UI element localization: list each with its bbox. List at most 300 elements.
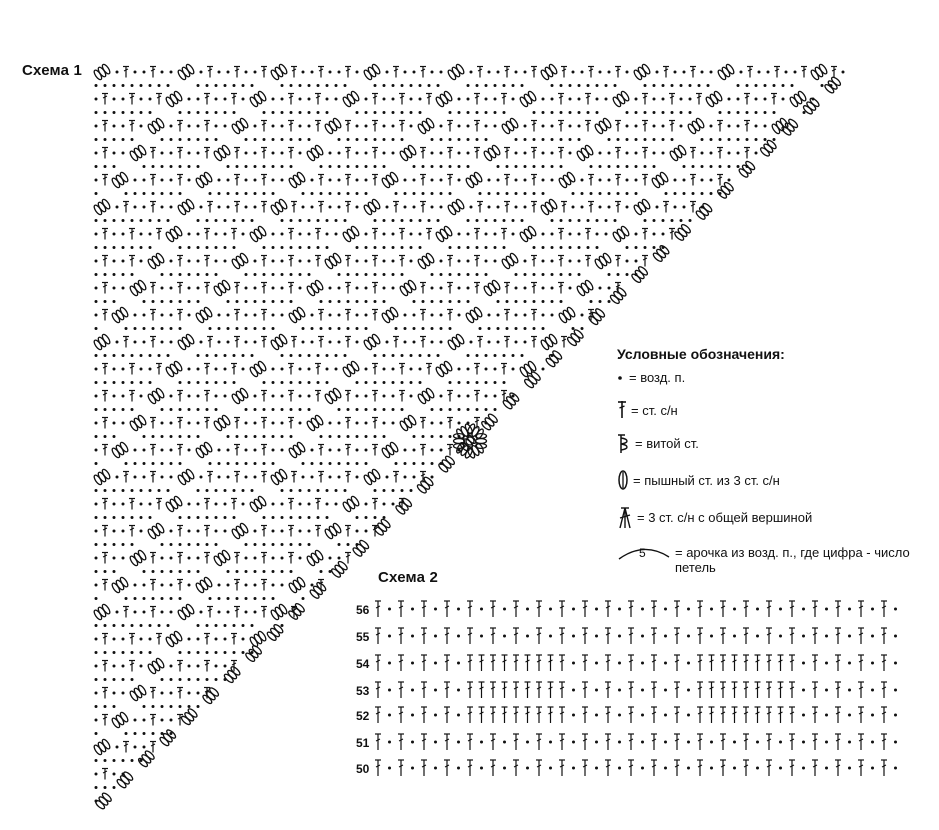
double-crochet-symbol xyxy=(628,760,634,776)
double-crochet-symbol xyxy=(835,601,841,617)
chain-stitch-dot xyxy=(641,714,644,717)
chain-stitch-dot xyxy=(388,608,391,611)
chain-stitch-dot xyxy=(641,608,644,611)
chain-stitch-dot xyxy=(664,741,667,744)
chain-stitch-dot xyxy=(848,767,851,770)
chain-stitch-dot xyxy=(411,689,414,692)
legend-item xyxy=(617,543,927,575)
double-crochet-symbol xyxy=(755,682,761,698)
double-crochet-symbol xyxy=(375,655,381,671)
double-crochet-symbol xyxy=(812,682,818,698)
double-crochet-symbol xyxy=(525,707,531,723)
double-crochet-symbol xyxy=(674,707,680,723)
double-crochet-symbol xyxy=(559,682,565,698)
chain-stitch-dot xyxy=(848,741,851,744)
schema2-row-number: 56 xyxy=(356,603,370,617)
double-crochet-symbol xyxy=(525,682,531,698)
double-crochet-symbol xyxy=(582,655,588,671)
chain-stitch-dot xyxy=(733,608,736,611)
chain-stitch-dot xyxy=(825,662,828,665)
double-crochet-symbol xyxy=(881,628,887,644)
double-crochet-symbol xyxy=(605,760,611,776)
chain-stitch-dot xyxy=(572,689,575,692)
chain-stitch-dot xyxy=(664,635,667,638)
double-crochet-symbol xyxy=(858,628,864,644)
double-crochet-symbol xyxy=(398,601,404,617)
chain-stitch-dot xyxy=(894,635,897,638)
double-crochet-symbol xyxy=(789,601,795,617)
double-crochet-symbol xyxy=(651,655,657,671)
chain-stitch-dot xyxy=(664,689,667,692)
double-crochet-symbol xyxy=(375,707,381,723)
chain-stitch-dot xyxy=(802,662,805,665)
chain-stitch-dot xyxy=(618,608,621,611)
chain-stitch-dot xyxy=(434,635,437,638)
chain-stitch-dot xyxy=(480,608,483,611)
chain-stitch-dot xyxy=(802,689,805,692)
double-crochet-symbol xyxy=(536,707,542,723)
double-crochet-symbol xyxy=(651,760,657,776)
double-crochet-symbol xyxy=(755,655,761,671)
double-crochet-symbol xyxy=(858,760,864,776)
chain-stitch-dot xyxy=(779,767,782,770)
double-crochet-symbol xyxy=(628,707,634,723)
double-crochet-symbol xyxy=(628,601,634,617)
chain-stitch-dot xyxy=(733,635,736,638)
chain-stitch-dot xyxy=(687,689,690,692)
double-crochet-symbol xyxy=(467,682,473,698)
chain-stitch-dot xyxy=(779,608,782,611)
chain-stitch-dot xyxy=(503,608,506,611)
chain-stitch-dot xyxy=(503,635,506,638)
chain-stitch-dot xyxy=(480,635,483,638)
double-crochet-symbol xyxy=(467,655,473,671)
double-crochet-symbol xyxy=(490,601,496,617)
chain-stitch-dot xyxy=(411,714,414,717)
double-crochet-symbol xyxy=(881,707,887,723)
double-crochet-symbol xyxy=(398,734,404,750)
double-crochet-symbol xyxy=(674,628,680,644)
chain-stitch-dot xyxy=(871,767,874,770)
double-crochet-symbol xyxy=(548,682,554,698)
chain-stitch-dot xyxy=(572,662,575,665)
chain-stitch-dot xyxy=(434,662,437,665)
double-crochet-symbol xyxy=(467,760,473,776)
double-crochet-symbol xyxy=(812,628,818,644)
double-crochet-symbol xyxy=(674,760,680,776)
chain-stitch-dot xyxy=(825,741,828,744)
chain-stitch-dot xyxy=(687,608,690,611)
double-crochet-symbol xyxy=(789,760,795,776)
double-crochet-symbol xyxy=(835,760,841,776)
double-crochet-symbol xyxy=(548,707,554,723)
double-crochet-symbol xyxy=(709,682,715,698)
double-crochet-symbol xyxy=(628,628,634,644)
chain-stitch-dot xyxy=(894,741,897,744)
double-crochet-symbol xyxy=(479,682,485,698)
double-crochet-symbol xyxy=(536,760,542,776)
double-crochet-symbol xyxy=(559,628,565,644)
chain-stitch-dot xyxy=(503,741,506,744)
double-crochet-symbol xyxy=(513,682,519,698)
chain-stitch-dot xyxy=(388,741,391,744)
double-crochet-symbol xyxy=(766,734,772,750)
legend-item xyxy=(617,469,927,494)
double-crochet-symbol xyxy=(525,655,531,671)
legend xyxy=(617,346,927,575)
chain-stitch-dot xyxy=(825,608,828,611)
double-crochet-symbol xyxy=(789,682,795,698)
chain-stitch-dot xyxy=(894,714,897,717)
schema2-row-number: 50 xyxy=(356,762,370,776)
double-crochet-symbol xyxy=(421,655,427,671)
legend-title: Условные обозначения: xyxy=(617,346,785,362)
chain-stitch-dot xyxy=(756,608,759,611)
chain-stitch-dot xyxy=(618,767,621,770)
chain-stitch-dot xyxy=(388,689,391,692)
schema2-row-number: 52 xyxy=(356,709,370,723)
chain-stitch-dot xyxy=(618,741,621,744)
chain-stitch-dot xyxy=(411,635,414,638)
chain-stitch-dot xyxy=(664,662,667,665)
double-crochet-symbol xyxy=(421,628,427,644)
chain-stitch-dot xyxy=(388,635,391,638)
chain-stitch-dot xyxy=(687,662,690,665)
double-crochet-symbol xyxy=(628,734,634,750)
double-crochet-symbol xyxy=(582,707,588,723)
chain-stitch-dot xyxy=(595,635,598,638)
double-crochet-symbol xyxy=(766,707,772,723)
double-crochet-symbol xyxy=(674,734,680,750)
double-crochet-symbol xyxy=(858,682,864,698)
double-crochet-symbol xyxy=(375,760,381,776)
double-crochet-symbol xyxy=(398,707,404,723)
double-crochet-symbol xyxy=(651,628,657,644)
double-crochet-symbol xyxy=(421,734,427,750)
double-crochet-symbol xyxy=(697,628,703,644)
double-crochet-symbol xyxy=(651,601,657,617)
double-crochet-symbol xyxy=(490,707,496,723)
double-crochet-symbol xyxy=(479,707,485,723)
double-crochet-symbol xyxy=(789,628,795,644)
chain-arch-count: 5 xyxy=(639,546,646,560)
double-crochet-symbol xyxy=(375,682,381,698)
puff-stitch-icon xyxy=(617,469,629,494)
double-crochet-symbol xyxy=(490,628,496,644)
schema2-row-number: 51 xyxy=(356,736,370,750)
double-crochet-symbol xyxy=(697,734,703,750)
chain-stitch-dot xyxy=(871,714,874,717)
chain-stitch-dot xyxy=(595,741,598,744)
chain-stitch-dot xyxy=(802,767,805,770)
chain-stitch-dot xyxy=(894,608,897,611)
double-crochet-symbol xyxy=(536,655,542,671)
double-crochet-symbol xyxy=(709,707,715,723)
double-crochet-symbol xyxy=(743,601,749,617)
double-crochet-symbol xyxy=(651,734,657,750)
double-crochet-symbol xyxy=(513,655,519,671)
double-crochet-symbol xyxy=(513,628,519,644)
chain-stitch-dot xyxy=(710,635,713,638)
chain-stitch-dot xyxy=(825,714,828,717)
chain-stitch-dot xyxy=(802,741,805,744)
double-crochet-symbol xyxy=(778,707,784,723)
double-crochet-symbol xyxy=(812,760,818,776)
double-crochet-symbol xyxy=(605,601,611,617)
double-crochet-symbol xyxy=(467,628,473,644)
double-crochet-symbol xyxy=(720,760,726,776)
chain-stitch-dot xyxy=(848,635,851,638)
double-crochet-symbol xyxy=(444,655,450,671)
double-crochet-symbol xyxy=(513,601,519,617)
chain-stitch-dot xyxy=(894,662,897,665)
double-crochet-symbol xyxy=(490,760,496,776)
double-crochet-symbol xyxy=(697,655,703,671)
double-crochet-symbol xyxy=(743,655,749,671)
double-crochet-symbol xyxy=(812,601,818,617)
chain-stitch-dot xyxy=(457,608,460,611)
double-crochet-symbol xyxy=(881,601,887,617)
double-crochet-symbol xyxy=(444,760,450,776)
chain-stitch-dot xyxy=(434,714,437,717)
chain-stitch-dot xyxy=(503,767,506,770)
chain-stitch-dot xyxy=(572,608,575,611)
double-crochet-symbol xyxy=(502,682,508,698)
double-crochet-symbol xyxy=(812,655,818,671)
chain-stitch-dot xyxy=(457,635,460,638)
double-crochet-symbol xyxy=(490,734,496,750)
double-crochet-symbol xyxy=(513,734,519,750)
double-crochet-symbol xyxy=(582,628,588,644)
double-crochet-symbol xyxy=(582,682,588,698)
double-crochet-symbol xyxy=(732,707,738,723)
double-crochet-symbol xyxy=(835,707,841,723)
double-crochet-symbol xyxy=(789,734,795,750)
chain-stitch-dot xyxy=(825,689,828,692)
chain-stitch-dot xyxy=(480,767,483,770)
chain-stitch-dot xyxy=(572,741,575,744)
double-crochet-symbol xyxy=(605,707,611,723)
chain-stitch-dot xyxy=(733,741,736,744)
chain-stitch-dot xyxy=(710,767,713,770)
chain-stitch-dot xyxy=(664,608,667,611)
double-crochet-symbol xyxy=(835,682,841,698)
double-crochet-symbol xyxy=(536,601,542,617)
chain-stitch-dot xyxy=(480,741,483,744)
double-crochet-symbol xyxy=(467,601,473,617)
double-crochet-symbol xyxy=(674,682,680,698)
chain-stitch-dot xyxy=(411,741,414,744)
double-crochet-symbol xyxy=(513,760,519,776)
chain-stitch-dot xyxy=(848,662,851,665)
double-crochet-symbol xyxy=(513,707,519,723)
chain-stitch-dot xyxy=(457,714,460,717)
double-crochet-symbol xyxy=(881,760,887,776)
chain-stitch-dot xyxy=(434,741,437,744)
double-crochet-symbol xyxy=(628,655,634,671)
double-crochet-symbol xyxy=(720,682,726,698)
double-crochet-symbol xyxy=(755,707,761,723)
double-crochet-symbol xyxy=(605,628,611,644)
legend-item xyxy=(617,432,927,457)
chain-stitch-dot xyxy=(595,689,598,692)
double-crochet-symbol xyxy=(605,734,611,750)
chain-stitch-dot xyxy=(756,767,759,770)
double-crochet-symbol xyxy=(375,734,381,750)
double-crochet-symbol xyxy=(559,734,565,750)
chain-stitch-dot xyxy=(457,689,460,692)
chain-stitch-dot xyxy=(756,741,759,744)
double-crochet-symbol xyxy=(421,707,427,723)
chain-stitch-dot xyxy=(687,635,690,638)
double-crochet-symbol xyxy=(789,707,795,723)
legend-item-text: = ст. с/н xyxy=(631,403,678,418)
double-crochet-symbol xyxy=(651,682,657,698)
double-crochet-symbol xyxy=(674,601,680,617)
double-crochet-symbol xyxy=(720,601,726,617)
chain-stitch-dot xyxy=(549,741,552,744)
chain-stitch-dot xyxy=(848,714,851,717)
chain-stitch-dot xyxy=(549,767,552,770)
double-crochet-symbol xyxy=(559,601,565,617)
double-crochet-symbol xyxy=(697,601,703,617)
chain-stitch-dot xyxy=(526,767,529,770)
legend-item xyxy=(617,506,927,533)
legend-item-text: = возд. п. xyxy=(629,370,686,385)
chain-stitch-dot xyxy=(618,635,621,638)
double-crochet-symbol xyxy=(766,628,772,644)
double-crochet-symbol xyxy=(398,655,404,671)
chain-stitch-dot xyxy=(871,635,874,638)
double-crochet-symbol xyxy=(467,734,473,750)
double-crochet-symbol xyxy=(835,655,841,671)
chain-arch-icon xyxy=(617,543,671,561)
chain-stitch-dot xyxy=(894,689,897,692)
chain-stitch-dot xyxy=(411,662,414,665)
chain-stitch-dot xyxy=(802,635,805,638)
double-crochet-symbol xyxy=(490,655,496,671)
double-crochet-symbol xyxy=(858,601,864,617)
chain-stitch-dot xyxy=(641,635,644,638)
double-crochet-symbol xyxy=(444,682,450,698)
chain-stitch-dot xyxy=(641,741,644,744)
double-crochet-symbol xyxy=(766,601,772,617)
double-crochet-symbol xyxy=(548,655,554,671)
chain-stitch-dot xyxy=(457,767,460,770)
cluster-3dc-icon xyxy=(617,506,633,533)
chain-stitch-dot xyxy=(549,635,552,638)
chain-stitch-dot xyxy=(779,741,782,744)
chain-stitch-dot xyxy=(457,662,460,665)
chain-stitch-dot xyxy=(411,767,414,770)
schema2-title: Схема 2 xyxy=(378,569,439,586)
double-crochet-symbol xyxy=(720,707,726,723)
double-crochet-symbol xyxy=(536,682,542,698)
double-crochet-symbol xyxy=(778,682,784,698)
chain-stitch-dot xyxy=(779,635,782,638)
chain-stitch-dot xyxy=(687,714,690,717)
chain-stitch-dot xyxy=(871,608,874,611)
chain-stitch-dot xyxy=(572,767,575,770)
double-crochet-symbol xyxy=(778,655,784,671)
double-crochet-symbol xyxy=(881,682,887,698)
chain-stitch-dot xyxy=(871,689,874,692)
chain-stitch-dot xyxy=(526,635,529,638)
chain-stitch-dot xyxy=(595,608,598,611)
double-crochet-symbol xyxy=(743,734,749,750)
double-crochet-symbol xyxy=(582,760,588,776)
schema2-row-number: 55 xyxy=(356,630,370,644)
double-crochet-symbol xyxy=(766,655,772,671)
double-crochet-symbol xyxy=(444,601,450,617)
chain-stitch-dot xyxy=(894,767,897,770)
chain-stitch-dot xyxy=(549,608,552,611)
chain-stitch-dot xyxy=(595,767,598,770)
chain-stitch-dot xyxy=(664,714,667,717)
legend-item-text: = пышный ст. из 3 ст. с/н xyxy=(633,473,780,488)
chain-stitch-dot xyxy=(802,714,805,717)
chain-stitch-dot xyxy=(756,635,759,638)
double-crochet-symbol xyxy=(732,655,738,671)
chain-stitch-dot xyxy=(572,635,575,638)
double-crochet-symbol xyxy=(536,628,542,644)
double-crochet-symbol xyxy=(835,734,841,750)
chain-stitch-dot xyxy=(618,714,621,717)
chain-stitch-dot xyxy=(687,767,690,770)
double-crochet-symbol xyxy=(605,682,611,698)
legend-item xyxy=(617,399,927,422)
chain-stitch-dot xyxy=(802,608,805,611)
legend-item-text: = арочка из возд. п., где цифра - число петель xyxy=(675,545,910,575)
double-crochet-symbol xyxy=(421,601,427,617)
double-crochet-symbol xyxy=(697,760,703,776)
double-crochet-symbol xyxy=(697,682,703,698)
double-crochet-symbol xyxy=(444,707,450,723)
double-crochet-symbol xyxy=(743,707,749,723)
legend-item-text: = витой ст. xyxy=(635,436,699,451)
double-crochet-symbol xyxy=(444,734,450,750)
chain-stitch-dot xyxy=(687,741,690,744)
chain-stitch-dot xyxy=(825,635,828,638)
double-crochet-symbol xyxy=(732,682,738,698)
double-crochet-symbol xyxy=(720,628,726,644)
double-crochet-symbol xyxy=(375,628,381,644)
double-crochet-symbol xyxy=(559,707,565,723)
schema1-title: Схема 1 xyxy=(22,62,83,79)
chain-stitch-dot xyxy=(848,689,851,692)
twisted-stitch-icon xyxy=(617,432,631,457)
double-crochet-symbol xyxy=(789,655,795,671)
chain-stitch-dot xyxy=(871,741,874,744)
double-crochet-symbol xyxy=(502,655,508,671)
double-crochet-symbol xyxy=(812,707,818,723)
double-crochet-symbol xyxy=(812,734,818,750)
double-crochet-symbol xyxy=(697,707,703,723)
double-crochet-symbol xyxy=(881,734,887,750)
double-crochet-symbol xyxy=(720,734,726,750)
double-crochet-symbol xyxy=(766,682,772,698)
chain-stitch-dot xyxy=(710,741,713,744)
double-crochet-symbol xyxy=(467,707,473,723)
double-crochet-symbol xyxy=(858,707,864,723)
chain-stitch-dot xyxy=(618,689,621,692)
chain-stitch-dot xyxy=(595,714,598,717)
double-crochet-symbol xyxy=(582,734,588,750)
chain-stitch-dot xyxy=(733,767,736,770)
chain-stitch-dot-icon xyxy=(617,370,625,387)
chain-stitch-dot xyxy=(388,767,391,770)
chain-stitch-dot xyxy=(641,689,644,692)
